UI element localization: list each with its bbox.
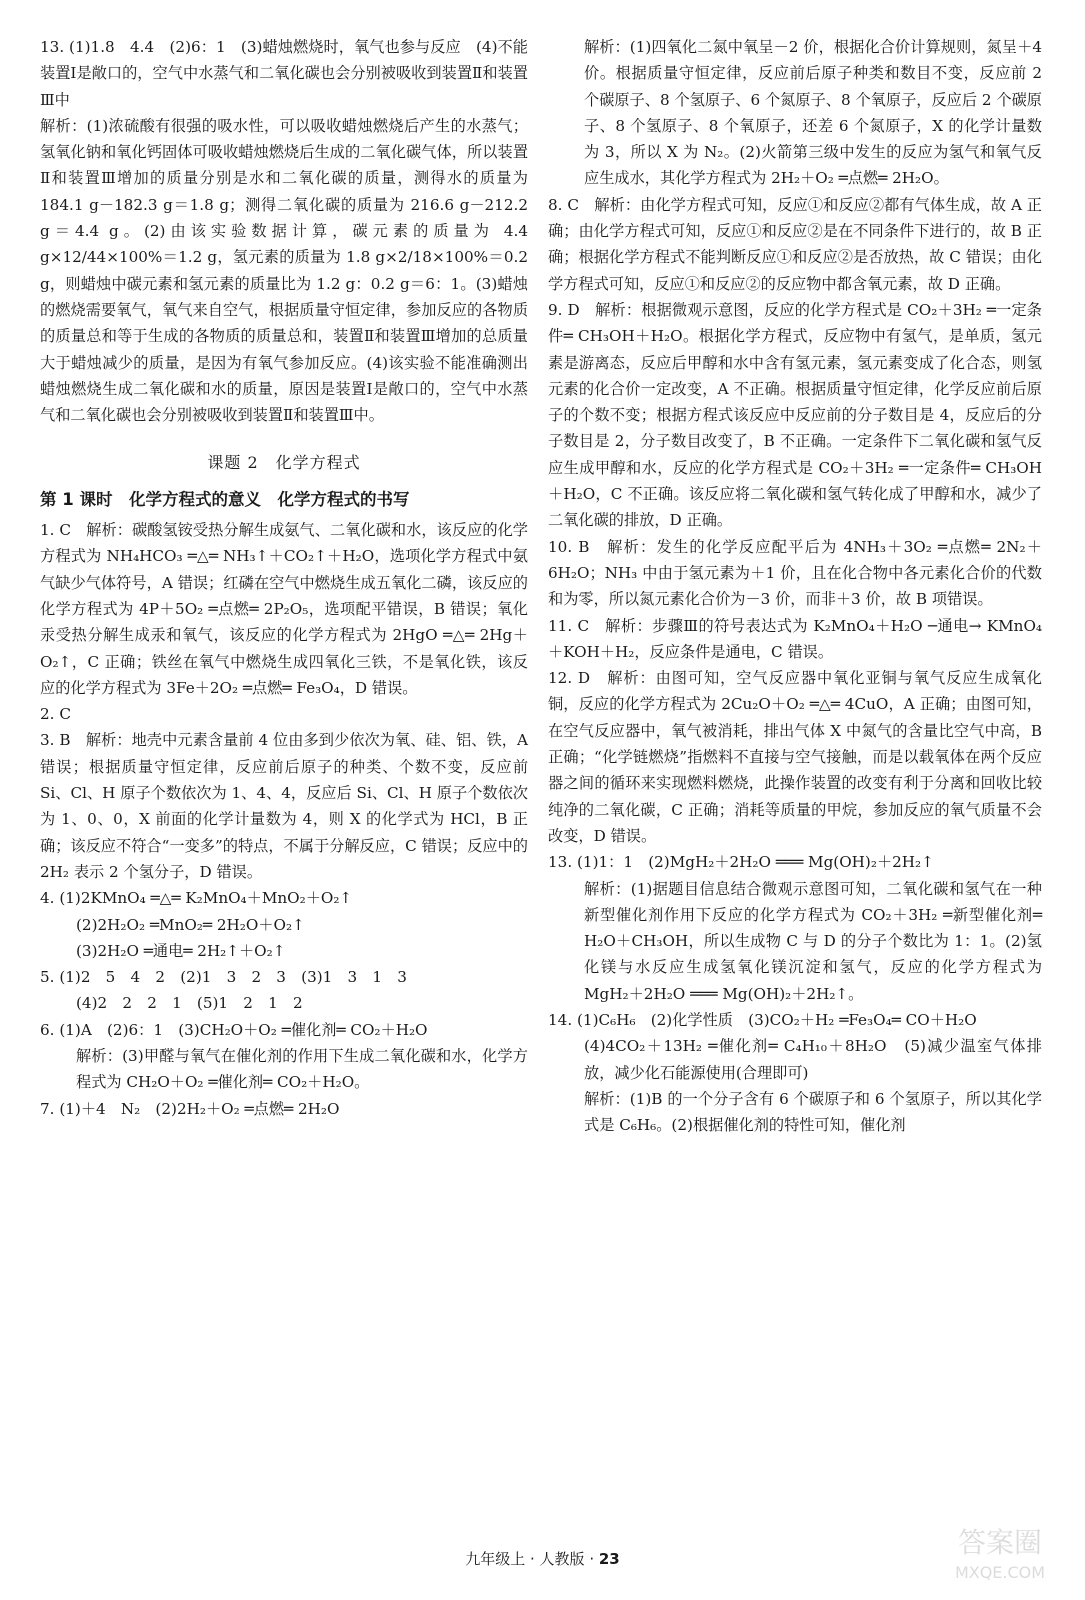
answer-paragraph: 8. C 解析：由化学方程式可知，反应①和反应②都有气体生成，故 A 正确；由化学方程式可知，反应①和反应②是在不同条件下进行的，故 B 正确；根据化学方程式不能判断反应①和反应②是否放热，故 C 错误；由化学方程式可知，反应①和反应②的反应物中都含氧元素，故 D 正确。 (548, 195, 1042, 293)
section-title: 课题 2 化学方程式 (207, 453, 361, 473)
answer-paragraph: 3. B 解析：地壳中元素含量前 4 位由多到少依次为氧、硅、铝、铁，A 错误；根据质量守恒定律，反应前后原子的种类、个数不变，反应前 Si、Cl、H 原子个数依次为 1、4、4，反应后 Si、Cl、H 原子个数依次为 1、0、0，X 前面的化学计量数为 4，则 X 的化学式为 HCl，B 正确；该反应不符合“一变多”的特点，不属于分解反应，C 错误；反应中的 2H₂ 表示 2 个氢分子，D 错误。 (40, 731, 528, 881)
answer-paragraph: 解析：(1)据题目信息结合微观示意图可知，二氧化碳和氢气在一种新型催化剂作用下反应的化学方程式为 CO₂＋3H₂ ═新型催化剂═ H₂O＋CH₃OH，所以生成物 C 与 D 的分子个数比为 1：1。(2)氢化镁与水反应生成氢氧化镁沉淀和氢气，反应的化学方程式为 MgH₂＋2H₂O ═══ Mg(OH)₂＋2H₂↑。 (584, 879, 1042, 1003)
answer-paragraph: 解析：(3)甲醛与氧气在催化剂的作用下生成二氧化碳和水，化学方程式为 CH₂O＋O₂ ═催化剂═ CO₂＋H₂O。 (76, 1046, 528, 1092)
answer-paragraph: 5. (1)2 5 4 2 (2)1 3 2 3 (3)1 3 1 3 (40, 968, 407, 987)
answer-paragraph: 1. C 解析：碳酸氢铵受热分解生成氨气、二氧化碳和水，该反应的化学方程式为 NH₄HCO₃ ═△═ NH₃↑＋CO₂↑＋H₂O，选项化学方程式中氨气缺少气体符号，A 错误；红磷在空气中燃烧生成五氧化二磷，该反应的化学方程式为 4P＋5O₂ ═点燃═ 2P₂O₅，选项配平错误，B 错误；氧化汞受热分解生成汞和氧气，该反应的化学方程式为 2HgO ═△═ 2Hg＋O₂↑，C 正确；铁丝在氧气中燃烧生成四氧化三铁，不是氧化铁，该反应的化学方程式为 3Fe＋2O₂ ═点燃═ Fe₃O₄，D 错误。 (40, 521, 528, 697)
lesson-title: 第 1 课时 化学方程式的意义 化学方程式的书写 (40, 489, 410, 509)
watermark-url: MXQE.COM (954, 1563, 1046, 1582)
answer-paragraph: 9. D 解析：根据微观示意图，反应的化学方程式是 CO₂＋3H₂ ═一定条件═ CH₃OH＋H₂O。根据化学方程式，反应物中有氢气，是单质，氢元素是游离态，反应后甲醇和水中含有氢元素，氢元素变成了化合态，则氢元素的化合价一定改变，A 不正确。根据质量守恒定律，化学反应前后原子的个数不变；根据方程式该反应中反应前的分子数目是 4，反应后的分子数目是 2，分子数目改变了，B 不正确。一定条件下二氧化碳和氢气反应生成甲醇和水，反应的化学方程式是 CO₂＋3H₂ ═一定条件═ CH₃OH＋H₂O，C 不正确。该反应将二氧化碳和氢气转化成了甲醇和水，减少了二氧化碳的排放，D 正确。 (548, 300, 1042, 530)
answer-paragraph: 2. C (40, 705, 71, 724)
watermark-logo (935, 1516, 1065, 1588)
answer-paragraph: (4)2 2 2 1 (5)1 2 1 2 (76, 994, 303, 1013)
answer-paragraph: 解析：(1)四氧化二氮中氧呈－2 价，根据化合价计算规则，氮呈＋4 价。根据质量守恒定律，反应前后原子种类和数目不变，反应前 2 个碳原子、8 个氢原子、6 个氮原子、8 个氧原子，反应后 2 个碳原子、8 个氢原子、8 个氧原子，还差 6 个氮原子，X 的化学计量数为 3，所以 X 为 N₂。(2)火箭第三级中发生的反应为氢气和氧气反应生成水，其化学方程式为 2H₂＋O₂ ═点燃═ 2H₂O。 (584, 38, 1042, 188)
answer-paragraph: (3)2H₂O ═通电═ 2H₂↑＋O₂↑ (76, 941, 286, 960)
page-number: 23 (598, 1550, 620, 1568)
answer-paragraph: 10. B 解析：发生的化学反应配平后为 4NH₃＋3O₂ ═点燃═ 2N₂＋6H₂O；NH₃ 中由于氢元素为＋1 价，且在化合物中各元素化合价的代数和为零，所以氮元素化合价为－3 价，而非＋3 价，故 B 项错误。 (548, 537, 1042, 609)
answer-paragraph: 11. C 解析：步骤Ⅲ的符号表达式为 K₂MnO₄＋H₂O ─通电→ KMnO₄＋KOH＋H₂，反应条件是通电，C 错误。 (548, 616, 1042, 661)
watermark-text: 答案圈 (957, 1526, 1043, 1559)
answer-paragraph: 14. (1)C₆H₆ (2)化学性质 (3)CO₂＋H₂ ═Fe₃O₄═ CO＋H₂O (548, 1010, 977, 1029)
answer-paragraph: 13. (1)1：1 (2)MgH₂＋2H₂O ═══ Mg(OH)₂＋2H₂↑ (548, 853, 934, 872)
answer-paragraph: (4)4CO₂＋13H₂ ═催化剂═ C₄H₁₀＋8H₂O (5)减少温室气体排放，减少化石能源使用(合理即可) (584, 1037, 1042, 1082)
footer-grade: 九年级上 · 人教版 · (465, 1550, 599, 1568)
left-column (40, 34, 544, 1122)
page-footer (0, 1548, 1085, 1569)
answer-paragraph: (2)2H₂O₂ ═MnO₂═ 2H₂O＋O₂↑ (76, 915, 305, 934)
right-column (548, 34, 1042, 1138)
answer-paragraph: 7. (1)＋4 N₂ (2)2H₂＋O₂ ═点燃═ 2H₂O (40, 1099, 340, 1118)
answer-paragraph: 解析：(1)B 的一个分子含有 6 个碳原子和 6 个氢原子，所以其化学式是 C₆H₆。(2)根据催化剂的特性可知，催化剂 (584, 1089, 1042, 1135)
answer-paragraph: 6. (1)A (2)6：1 (3)CH₂O＋O₂ ═催化剂═ CO₂＋H₂O (40, 1020, 428, 1039)
answer-paragraph: 解析：(1)浓硫酸有很强的吸水性，可以吸收蜡烛燃烧后产生的水蒸气；氢氧化钠和氧化钙固体可吸收蜡烛燃烧后生成的二氧化碳气体，所以装置Ⅱ和装置Ⅲ增加的质量分别是水和二氧化碳的质量，测得水的质量为 184.1 g－182.3 g＝1.8 g；测得二氧化碳的质量为 216.6 g－212.2 g＝4.4 g。(2)由该实验数据计算，碳元素的质量为 4.4 g×12/44×100%＝1.2 g，氢元素的质量为 1.8 g×2/18×100%＝0.2 g，则蜡烛中碳元素和氢元素的质量比为 1.2 g：0.2 g＝6：1。(3)蜡烛的燃烧需要氧气，氧气来自空气，根据质量守恒定律，参加反应的各物质的质量总和等于生成的各物质的质量总和，装置Ⅱ和装置Ⅲ增加的总质量大于蜡烛减少的质量，是因为有氧气参加反应。(4)该实验不能准确测出蜡烛燃烧生成二氧化碳和水的质量，原因是装置Ⅰ是敞口的，空气中水蒸气和二氧化碳也会分别被吸收到装置Ⅱ和装置Ⅲ中。 (40, 116, 528, 425)
answer-paragraph: 4. (1)2KMnO₄ ═△═ K₂MnO₄＋MnO₂＋O₂↑ (40, 889, 353, 908)
answer-paragraph: 12. D 解析：由图可知，空气反应器中氧化亚铜与氧气反应生成氧化铜，反应的化学方程式为 2Cu₂O＋O₂ ═△═ 4CuO，A 正确；由图可知，在空气反应器中，氧气被消耗，排出气体 X 中氮气的含量比空气中高，B 正确；“化学链燃烧”指燃料不直接与空气接触，而是以载氧体在两个反应器之间的循环来实现燃料燃烧，此操作装置的改变有利于分离和回收比较纯净的二氧化碳，C 正确；消耗等质量的甲烷，参加反应的氧气质量不会改变，D 错误。 (548, 669, 1042, 845)
answer-paragraph: 13. (1)1.8 4.4 (2)6：1 (3)蜡烛燃烧时，氧气也参与反应 (4)不能 装置Ⅰ是敞口的，空气中水蒸气和二氧化碳也会分别被吸收到装置Ⅱ和装置Ⅲ中 (40, 38, 544, 109)
